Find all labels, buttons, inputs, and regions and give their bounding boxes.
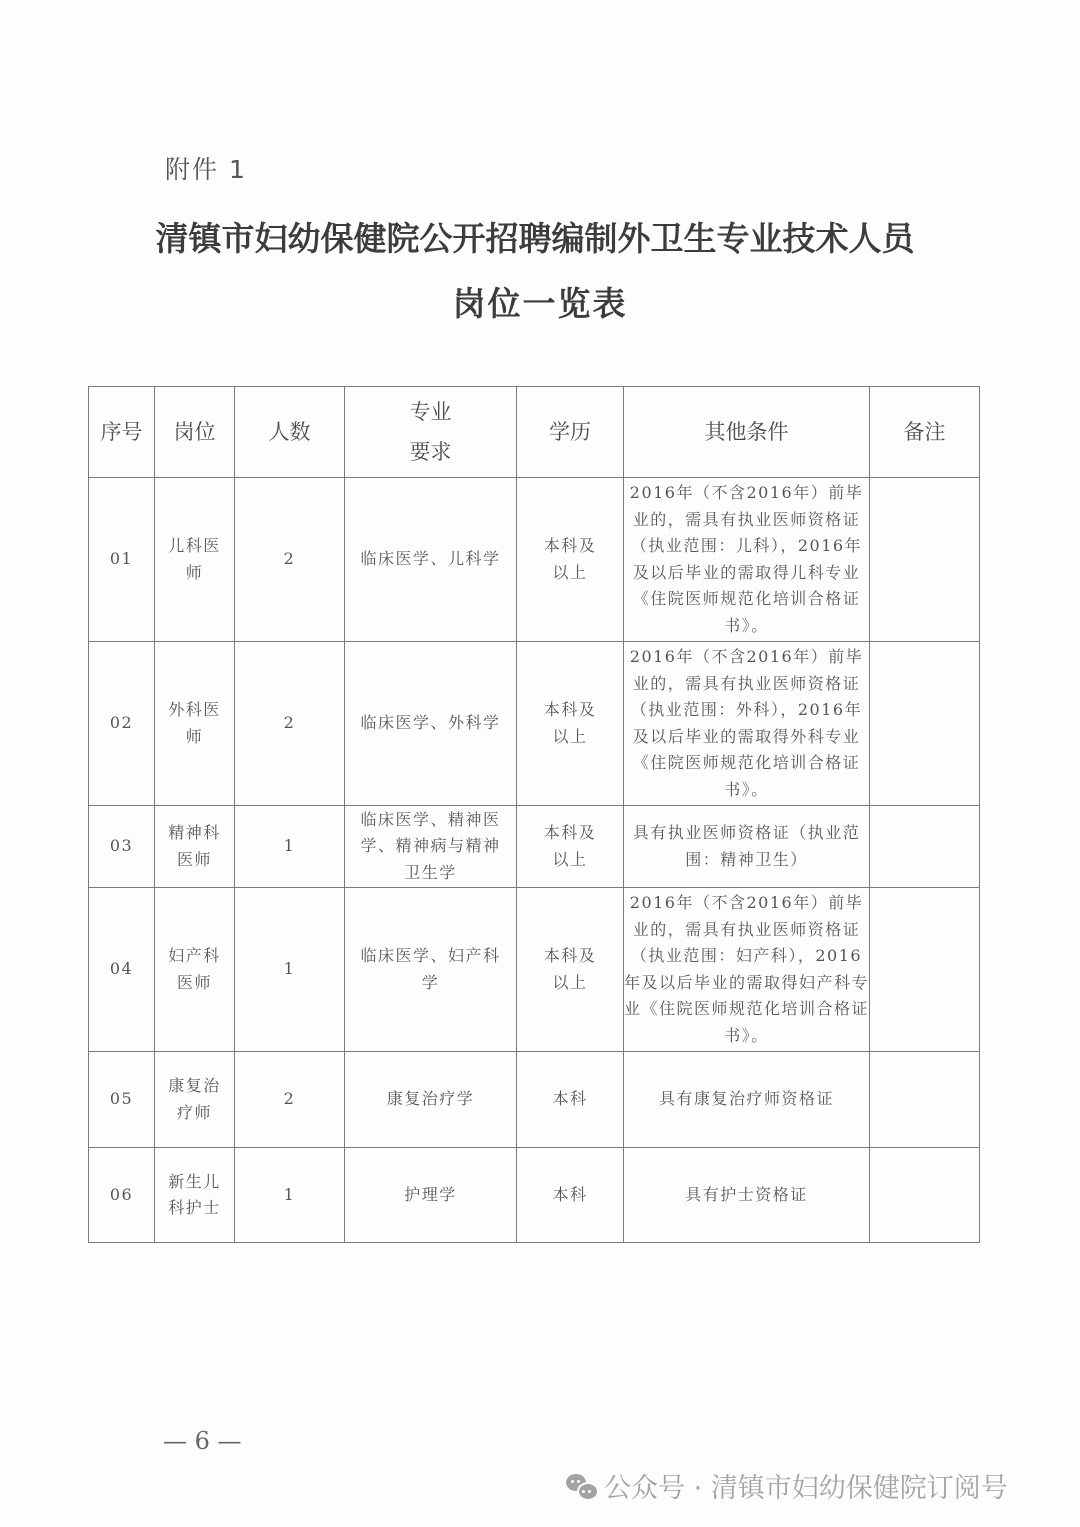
table-row <box>89 888 980 1052</box>
cell-education: 本科及以上 <box>517 642 624 806</box>
cell-remarks <box>870 478 980 642</box>
page-number: — 6 — <box>163 1427 242 1455</box>
table-row <box>89 642 980 806</box>
cell-post: 新生儿科护士 <box>155 1148 235 1243</box>
cell-post: 康复治疗师 <box>155 1052 235 1148</box>
cell-seq: 06 <box>89 1148 155 1243</box>
table-row <box>89 806 980 888</box>
cell-remarks <box>870 806 980 888</box>
cell-post: 妇产科医师 <box>155 888 235 1052</box>
cell-remarks <box>870 1148 980 1243</box>
cell-post: 外科医师 <box>155 642 235 806</box>
cell-seq: 04 <box>89 888 155 1052</box>
table-row <box>89 1052 980 1148</box>
cell-count: 2 <box>235 1052 345 1148</box>
document-subtitle: 岗位一览表 <box>452 284 628 323</box>
cell-remarks <box>870 642 980 806</box>
cell-major: 康复治疗学 <box>345 1052 517 1148</box>
cell-major: 临床医学、妇产科学 <box>345 888 517 1052</box>
positions-table <box>88 386 980 1243</box>
cell-other: 具有执业医师资格证（执业范围：精神卫生） <box>624 806 870 888</box>
cell-education: 本科及以上 <box>517 888 624 1052</box>
table-row <box>89 478 980 642</box>
cell-major: 临床医学、儿科学 <box>345 478 517 642</box>
cell-remarks <box>870 1052 980 1148</box>
attachment-label: 附件 1 <box>165 155 247 184</box>
cell-remarks <box>870 888 980 1052</box>
cell-count: 1 <box>235 888 345 1052</box>
cell-seq: 02 <box>89 642 155 806</box>
table-header-row <box>89 387 980 478</box>
cell-count: 2 <box>235 642 345 806</box>
cell-education: 本科及以上 <box>517 806 624 888</box>
header-count: 人数 <box>235 387 345 478</box>
header-remarks: 备注 <box>870 387 980 478</box>
header-major-line1: 专业 <box>409 400 452 424</box>
cell-education: 本科 <box>517 1148 624 1243</box>
cell-post: 儿科医师 <box>155 478 235 642</box>
table-row <box>89 1148 980 1243</box>
cell-count: 1 <box>235 806 345 888</box>
cell-other: 2016年（不含2016年）前毕业的，需具有执业医师资格证（执业范围：外科），2016年及以后毕业的需取得外科专业《住院医师规范化培训合格证书》。 <box>624 642 870 806</box>
cell-other: 2016年（不含2016年）前毕业的，需具有执业医师资格证（执业范围：儿科），2016年及以后毕业的需取得儿科专业《住院医师规范化培训合格证书》。 <box>624 478 870 642</box>
cell-major: 临床医学、外科学 <box>345 642 517 806</box>
cell-major: 护理学 <box>345 1148 517 1243</box>
cell-count: 1 <box>235 1148 345 1243</box>
cell-post: 精神科医师 <box>155 806 235 888</box>
document-title: 清镇市妇幼保健院公开招聘编制外卫生专业技术人员 <box>155 219 915 258</box>
cell-other: 2016年（不含2016年）前毕业的，需具有执业医师资格证（执业范围：妇产科），2016年及以后毕业的需取得妇产科专业《住院医师规范化培训合格证书》。 <box>624 888 870 1052</box>
cell-seq: 03 <box>89 806 155 888</box>
cell-other: 具有康复治疗师资格证 <box>624 1052 870 1148</box>
cell-count: 2 <box>235 478 345 642</box>
cell-other: 具有护士资格证 <box>624 1148 870 1243</box>
cell-major: 临床医学、精神医学、精神病与精神卫生学 <box>345 806 517 888</box>
watermark-text: 公众号 · 清镇市妇幼保健院订阅号 <box>604 1473 1008 1504</box>
header-major-line2: 要求 <box>409 440 452 464</box>
wechat-icon <box>566 1472 596 1500</box>
header-education: 学历 <box>517 387 624 478</box>
header-post: 岗位 <box>155 387 235 478</box>
cell-education: 本科 <box>517 1052 624 1148</box>
cell-education: 本科及以上 <box>517 478 624 642</box>
header-major <box>345 387 517 478</box>
cell-seq: 01 <box>89 478 155 642</box>
header-other: 其他条件 <box>624 387 870 478</box>
cell-seq: 05 <box>89 1052 155 1148</box>
wechat-watermark <box>566 1466 1008 1505</box>
header-seq: 序号 <box>89 387 155 478</box>
